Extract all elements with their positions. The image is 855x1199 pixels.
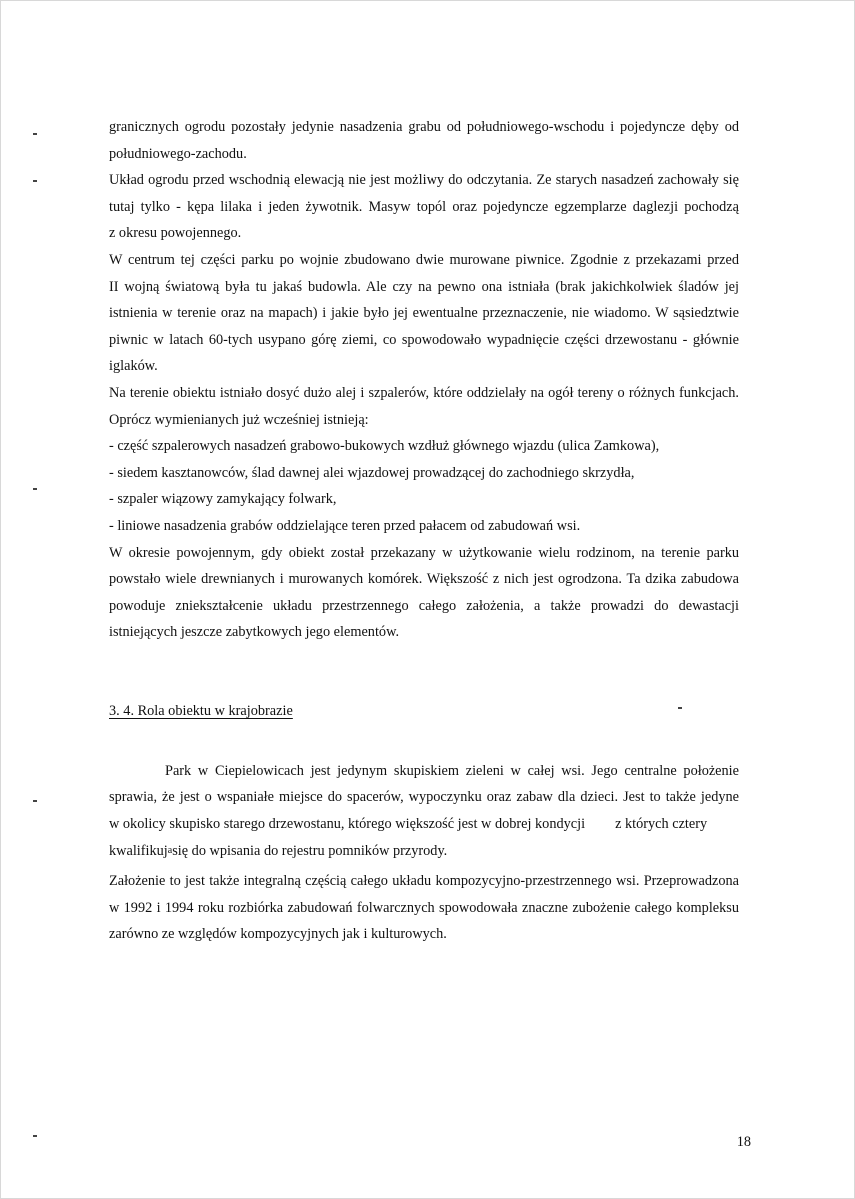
text-line: tutaj tylko - kępa lilaka i jeden żywotnik. Masyw topól oraz pojedyncze egzemplarze daglezji pochodzą [109, 198, 739, 215]
text-line: powoduje zniekształcenie układu przestrzennego całego założenia, a także prowadzi do dewastacji [109, 597, 739, 614]
text-line: z okresu powojennego. [109, 225, 242, 242]
text-line: Układ ogrodu przed wschodnią elewacją nie jest możliwy do odczytania. Ze starych nasadzeń zachowały się [109, 172, 739, 189]
document-body [109, 114, 739, 948]
binding-mark [33, 180, 37, 182]
text-line [109, 811, 739, 838]
text-line: powstało wiele drewnianych i murowanych komórek. Większość z nich jest ogrodzona. Ta dzika zabudowa [109, 571, 739, 588]
paragraph [109, 247, 739, 380]
text-line: w 1992 i 1994 roku rozbiórka zabudowań folwarcznych spowodowała znaczne zubożenie całego kompleksu [109, 899, 739, 916]
text-line: granicznych ogrodu pozostały jedynie nasadzenia grabu od południowego-wschodu i pojedyncze dęby od [109, 119, 739, 135]
binding-mark [33, 800, 37, 802]
text-line: iglaków. [109, 358, 158, 375]
spacer [109, 724, 739, 758]
page-number: 18 [736, 1134, 751, 1150]
text-span: z których cztery [615, 816, 708, 833]
text-span: się do wpisania do rejestru pomników przyrody. [172, 842, 448, 859]
text-line: piwnic w latach 60-tych usypano górę ziemi, co spowodowało wypadnięcie części drzewostanu - głównie [109, 331, 739, 348]
text-line: II wojną światową była tu jakaś budowla. Ale czy na pewno ona istniała (brak jakichkolwiek śladów jej [109, 278, 739, 295]
text-span: w okolicy skupisko starego drzewostanu, którego większość jest w dobrej kondycji [109, 816, 586, 833]
paragraph [109, 540, 739, 646]
text-line: W okresie powojennym, gdy obiekt został przekazany w użytkowanie wielu rodzinom, na terenie parku [109, 544, 739, 561]
handwritten-correction: a [167, 844, 173, 856]
list-item: - liniowe nasadzenia grabów oddzielające teren przed pałacem od zabudowań wsi. [109, 517, 581, 534]
text-line: Założenie to jest także integralną częścią całego układu kompozycyjno-przestrzennego wsi. Przeprowadzona [109, 873, 739, 890]
text-line: W centrum tej części parku po wojnie zbudowano dwie murowane piwnice. Zgodnie z przekazami przed [109, 251, 739, 268]
text-line: istniejących jeszcze zabytkowych jego elementów. [109, 624, 400, 641]
paragraph [109, 868, 739, 948]
paragraph [109, 114, 739, 167]
text-line [109, 838, 739, 865]
text-line: Oprócz wymienianych już wcześniej istnieją: [109, 411, 369, 428]
text-line: południowego-zachodu. [109, 145, 247, 162]
section-heading-text: 3. 4. Rola obiektu w krajobrazie [109, 702, 293, 719]
text-span: kwalifikuj [109, 842, 168, 859]
paragraph [109, 167, 739, 247]
list-item: - szpaler wiązowy zamykający folwark, [109, 491, 337, 508]
text-line: Na terenie obiektu istniało dosyć dużo alej i szpalerów, które oddzielały na ogół tereny o różnych funkcjach. [109, 384, 739, 401]
text-line: istnienia w terenie oraz na mapach) i jakie było jej ewentualne przeznaczenie, nie wiadomo. W sąsiedztwie [109, 305, 739, 322]
paragraph [109, 380, 739, 540]
list-item: - siedem kasztanowców, ślad dawnej alei wjazdowej prowadzącej do zachodniego skrzydła, [109, 464, 635, 481]
section-heading [109, 698, 739, 724]
text-line: sprawia, że jest o wspaniałe miejsce do spacerów, wypoczynku oraz zabaw dla dzieci. Jest to także jedyne [109, 789, 739, 806]
text-line: Park w Ciepielowicach jest jedynym skupiskiem zieleni w całej wsi. Jego centralne położenie [165, 762, 739, 779]
binding-mark [33, 1135, 37, 1137]
text-line: zarówno ze względów kompozycyjnych jak i kulturowych. [109, 926, 447, 943]
binding-mark [33, 133, 37, 135]
list-item: - część szpalerowych nasadzeń grabowo-bukowych wzdłuż głównego wjazdu (ulica Zamkowa), [109, 438, 660, 455]
paragraph [109, 758, 739, 864]
spacer [109, 646, 739, 690]
binding-mark [33, 488, 37, 490]
